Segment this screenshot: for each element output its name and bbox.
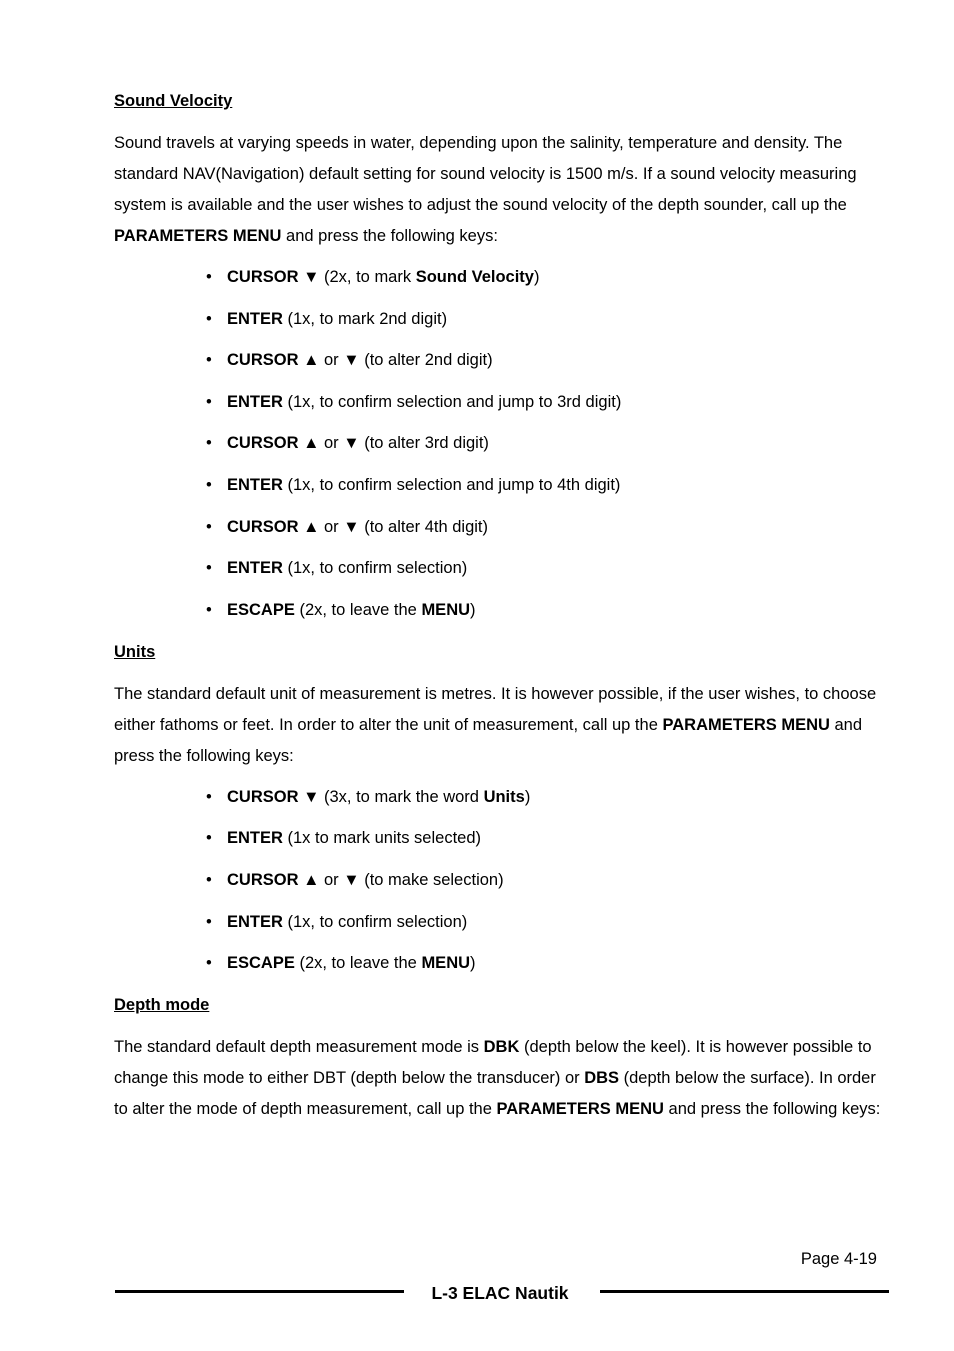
- key-sequence-list: [114, 264, 889, 623]
- bold-text: PARAMETERS MENU: [496, 1100, 664, 1119]
- bullet-icon: •: [206, 600, 212, 619]
- section-paragraph: [114, 128, 889, 252]
- footer-rule-left: [115, 1290, 404, 1293]
- bullet-icon: •: [206, 517, 212, 536]
- bold-text: CURSOR ▲: [227, 517, 320, 536]
- bold-text: ENTER: [227, 912, 283, 931]
- bullet-icon: •: [206, 309, 212, 328]
- bold-text: ▼: [343, 351, 360, 370]
- bullet-icon: •: [206, 912, 212, 931]
- bold-text: PARAMETERS MENU: [114, 227, 282, 245]
- section-heading: Depth mode: [114, 996, 210, 1015]
- list-item: [206, 264, 889, 290]
- text-run: (2x, to leave the: [294, 954, 422, 973]
- text-run: (to alter 4th digit): [359, 517, 488, 536]
- list-item: [206, 909, 889, 935]
- bold-text: ENTER: [227, 559, 283, 578]
- text-run: (2x, to mark: [319, 268, 416, 286]
- bullet-icon: •: [206, 268, 212, 286]
- bullet-icon: •: [206, 475, 212, 494]
- bold-text: MENU: [421, 600, 471, 619]
- list-item: [206, 430, 889, 456]
- bold-text: CURSOR ▲: [227, 351, 320, 370]
- bold-text: CURSOR ▲: [227, 434, 320, 453]
- section-heading: Sound Velocity: [114, 92, 233, 110]
- bold-text: ENTER: [227, 829, 283, 848]
- bold-text: Units: [483, 787, 525, 806]
- bullet-icon: •: [206, 392, 212, 411]
- section-paragraph: [114, 1032, 889, 1125]
- list-item: [206, 514, 889, 540]
- text-run: or: [319, 434, 344, 453]
- page-number: Page 4-19: [800, 1250, 877, 1268]
- list-item: [206, 555, 889, 581]
- text-run: ): [533, 268, 540, 286]
- list-item: [206, 472, 889, 498]
- text-run: (1x, to confirm selection and jump to 3rd digit): [282, 392, 622, 411]
- list-item: [206, 825, 889, 851]
- bold-text: ▼: [343, 434, 360, 453]
- bullet-icon: •: [206, 829, 212, 848]
- list-item: [206, 597, 889, 623]
- footer-company: L-3 ELAC Nautik: [431, 1283, 569, 1303]
- bold-text: Sound Velocity: [415, 268, 534, 286]
- text-run: The standard default depth measurement mode is: [114, 1038, 484, 1057]
- text-run: (to make selection): [359, 870, 504, 889]
- list-item: [206, 950, 889, 976]
- text-run: and press the following keys:: [281, 227, 498, 245]
- bold-text: ESCAPE: [227, 600, 295, 619]
- bold-text: ENTER: [227, 309, 283, 328]
- bullet-icon: •: [206, 434, 212, 453]
- text-run: (1x, to confirm selection): [282, 559, 468, 578]
- key-sequence-list: [114, 784, 889, 976]
- bullet-icon: •: [206, 787, 212, 806]
- text-run: (1x, to confirm selection and jump to 4th digit): [282, 475, 621, 494]
- text-run: ): [524, 787, 531, 806]
- bullet-icon: •: [206, 351, 212, 370]
- bold-text: ENTER: [227, 475, 283, 494]
- text-run: (1x, to confirm selection): [282, 912, 468, 931]
- bold-text: ENTER: [227, 392, 283, 411]
- document-body: [114, 88, 889, 1137]
- text-run: (1x to mark units selected): [282, 829, 481, 848]
- section-paragraph: [114, 679, 889, 772]
- bold-text: ▼: [343, 517, 360, 536]
- text-run: or: [319, 351, 344, 370]
- bold-text: CURSOR ▲: [227, 870, 320, 889]
- bold-text: MENU: [421, 954, 471, 973]
- bold-text: PARAMETERS MENU: [662, 715, 830, 734]
- text-run: (depth below the surface). In order to alter the mode of depth measurement, call up the: [114, 1069, 876, 1119]
- bold-text: CURSOR ▼: [227, 787, 320, 806]
- text-run: (to alter 2nd digit): [359, 351, 493, 370]
- text-run: (1x, to mark 2nd digit): [282, 309, 448, 328]
- text-run: (3x, to mark the word: [319, 787, 484, 806]
- text-run: (to alter 3rd digit): [359, 434, 489, 453]
- text-run: Sound travels at varying speeds in water, depending upon the salinity, temperature and density. The standard NAV(Navigation) default setting for sound velocity is 1500 m/s. If a sound velocity measuring system is available and the user wishes to adjust the sound velocity of the depth sounder, call up the: [114, 134, 857, 214]
- list-item: [206, 389, 889, 415]
- list-item: [206, 306, 889, 332]
- bold-text: DBS: [584, 1069, 620, 1088]
- text-run: and press the following keys:: [114, 715, 863, 765]
- bullet-icon: •: [206, 954, 212, 973]
- list-item: [206, 347, 889, 373]
- text-run: or: [319, 517, 344, 536]
- text-run: ): [470, 600, 476, 619]
- footer-rule-right: [600, 1290, 889, 1293]
- text-run: (depth below the keel). It is however possible to change this mode to either DBT (depth below the transducer) or: [114, 1038, 872, 1088]
- text-run: and press the following keys:: [663, 1100, 881, 1119]
- text-run: or: [319, 870, 344, 889]
- bold-text: CURSOR ▼: [227, 268, 320, 286]
- text-run: ): [470, 954, 476, 973]
- bold-text: DBK: [483, 1038, 520, 1057]
- bullet-icon: •: [206, 559, 212, 578]
- text-run: The standard default unit of measurement is metres. It is however possible, if the user wishes, to choose either fathoms or feet. In order to alter the unit of measurement, call up the: [114, 684, 877, 734]
- bold-text: ▼: [343, 870, 360, 889]
- bold-text: ESCAPE: [227, 954, 295, 973]
- list-item: [206, 867, 889, 893]
- bullet-icon: •: [206, 870, 212, 889]
- section-heading: Units: [114, 642, 156, 661]
- list-item: [206, 784, 889, 810]
- text-run: (2x, to leave the: [294, 600, 422, 619]
